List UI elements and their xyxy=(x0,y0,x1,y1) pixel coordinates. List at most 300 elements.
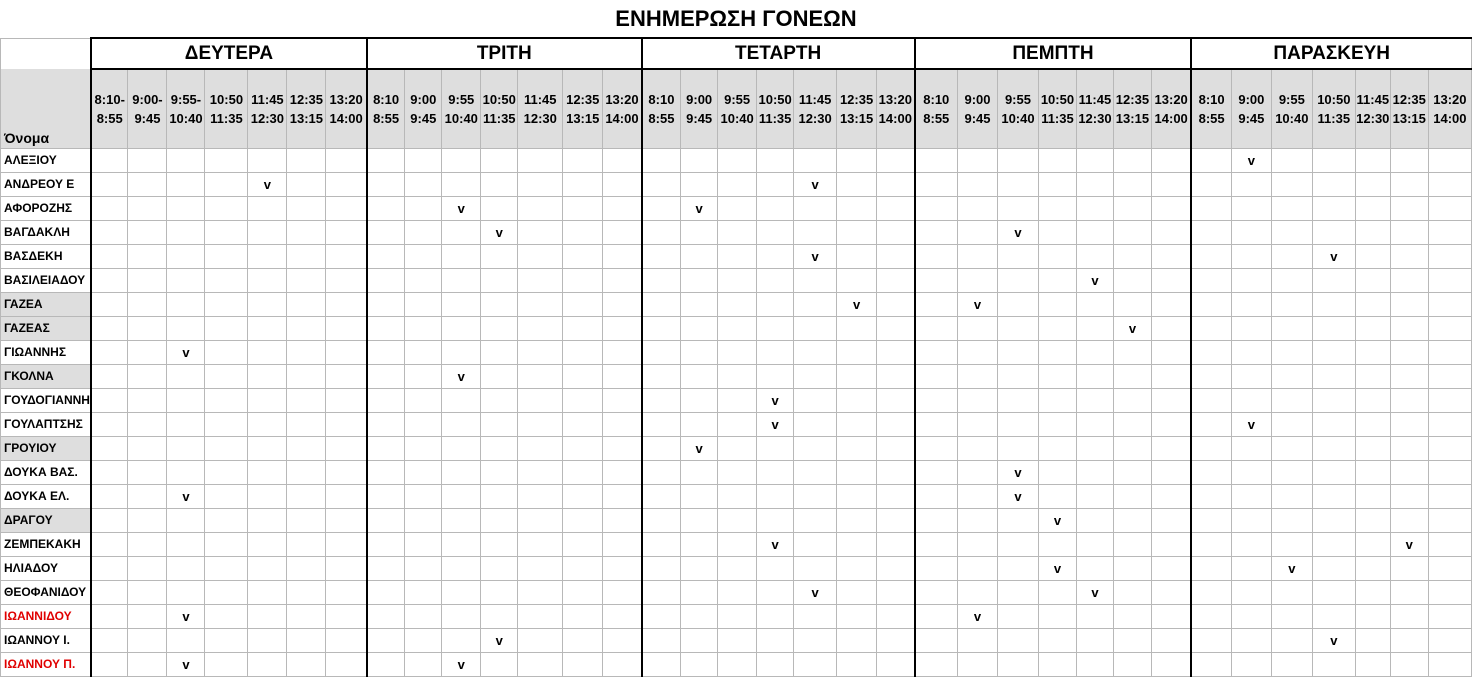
slot-cell[interactable] xyxy=(167,148,205,172)
time-slot-header[interactable] xyxy=(642,69,681,148)
slot-cell[interactable] xyxy=(481,268,518,292)
appointment-mark-cell[interactable]: v xyxy=(1038,508,1076,532)
slot-cell[interactable] xyxy=(205,580,248,604)
slot-cell[interactable] xyxy=(997,580,1038,604)
slot-cell[interactable] xyxy=(1231,508,1271,532)
slot-cell[interactable] xyxy=(915,292,958,316)
slot-cell[interactable] xyxy=(91,604,128,628)
appointment-mark-cell[interactable]: v xyxy=(442,364,481,388)
slot-cell[interactable] xyxy=(287,268,326,292)
slot-cell[interactable] xyxy=(518,148,563,172)
slot-cell[interactable] xyxy=(367,484,405,508)
slot-cell[interactable] xyxy=(1076,148,1113,172)
slot-cell[interactable] xyxy=(915,436,958,460)
slot-cell[interactable] xyxy=(958,436,998,460)
name-column-header[interactable]: Όνομα xyxy=(1,69,91,148)
slot-cell[interactable] xyxy=(1151,484,1191,508)
slot-cell[interactable] xyxy=(442,268,481,292)
slot-cell[interactable] xyxy=(603,604,642,628)
slot-cell[interactable] xyxy=(1355,460,1390,484)
appointment-mark-cell[interactable]: v xyxy=(958,604,998,628)
slot-cell[interactable] xyxy=(837,196,877,220)
slot-cell[interactable] xyxy=(128,364,167,388)
slot-cell[interactable] xyxy=(681,244,718,268)
slot-cell[interactable] xyxy=(794,652,837,676)
slot-cell[interactable] xyxy=(287,388,326,412)
slot-cell[interactable] xyxy=(1271,532,1312,556)
slot-cell[interactable] xyxy=(326,388,367,412)
slot-cell[interactable] xyxy=(128,604,167,628)
slot-cell[interactable] xyxy=(603,652,642,676)
slot-cell[interactable] xyxy=(1355,292,1390,316)
slot-cell[interactable] xyxy=(367,628,405,652)
slot-cell[interactable] xyxy=(718,388,757,412)
slot-cell[interactable] xyxy=(563,388,603,412)
slot-cell[interactable] xyxy=(642,508,681,532)
slot-cell[interactable] xyxy=(1355,196,1390,220)
slot-cell[interactable] xyxy=(1076,460,1113,484)
time-slot-header[interactable] xyxy=(681,69,718,148)
slot-cell[interactable] xyxy=(326,292,367,316)
slot-cell[interactable] xyxy=(205,532,248,556)
slot-cell[interactable] xyxy=(681,148,718,172)
slot-cell[interactable] xyxy=(603,196,642,220)
slot-cell[interactable] xyxy=(128,628,167,652)
student-name-cell[interactable]: ΙΩΑΝΝΙΔΟΥ xyxy=(1,604,91,628)
slot-cell[interactable] xyxy=(563,172,603,196)
slot-cell[interactable] xyxy=(326,412,367,436)
slot-cell[interactable] xyxy=(877,460,915,484)
slot-cell[interactable] xyxy=(1076,244,1113,268)
slot-cell[interactable] xyxy=(1355,364,1390,388)
slot-cell[interactable] xyxy=(1390,316,1428,340)
slot-cell[interactable] xyxy=(1312,172,1355,196)
slot-cell[interactable] xyxy=(1191,460,1231,484)
slot-cell[interactable] xyxy=(757,172,794,196)
slot-cell[interactable] xyxy=(915,388,958,412)
slot-cell[interactable] xyxy=(681,172,718,196)
slot-cell[interactable] xyxy=(1151,508,1191,532)
slot-cell[interactable] xyxy=(442,436,481,460)
slot-cell[interactable] xyxy=(167,292,205,316)
slot-cell[interactable] xyxy=(681,388,718,412)
slot-cell[interactable] xyxy=(718,172,757,196)
slot-cell[interactable] xyxy=(563,604,603,628)
slot-cell[interactable] xyxy=(1428,604,1471,628)
slot-cell[interactable] xyxy=(1038,244,1076,268)
slot-cell[interactable] xyxy=(1191,316,1231,340)
day-header[interactable]: ΔΕΥΤΕΡΑ xyxy=(91,38,367,69)
slot-cell[interactable] xyxy=(794,436,837,460)
slot-cell[interactable] xyxy=(718,148,757,172)
slot-cell[interactable] xyxy=(1231,364,1271,388)
slot-cell[interactable] xyxy=(1191,652,1231,676)
slot-cell[interactable] xyxy=(481,460,518,484)
slot-cell[interactable] xyxy=(481,580,518,604)
slot-cell[interactable] xyxy=(1151,220,1191,244)
slot-cell[interactable] xyxy=(1076,412,1113,436)
slot-cell[interactable] xyxy=(1038,340,1076,364)
slot-cell[interactable] xyxy=(1113,580,1151,604)
slot-cell[interactable] xyxy=(603,316,642,340)
student-name-cell[interactable]: ΓΙΩΑΝΝΗΣ xyxy=(1,340,91,364)
slot-cell[interactable] xyxy=(757,508,794,532)
slot-cell[interactable] xyxy=(794,388,837,412)
slot-cell[interactable] xyxy=(877,628,915,652)
slot-cell[interactable] xyxy=(1390,172,1428,196)
time-slot-header[interactable] xyxy=(603,69,642,148)
slot-cell[interactable] xyxy=(681,508,718,532)
slot-cell[interactable] xyxy=(91,532,128,556)
time-slot-header[interactable] xyxy=(1428,69,1471,148)
slot-cell[interactable] xyxy=(563,268,603,292)
appointment-mark-cell[interactable]: v xyxy=(167,652,205,676)
slot-cell[interactable] xyxy=(1271,244,1312,268)
slot-cell[interactable] xyxy=(681,556,718,580)
slot-cell[interactable] xyxy=(1076,316,1113,340)
slot-cell[interactable] xyxy=(287,292,326,316)
slot-cell[interactable] xyxy=(248,196,287,220)
slot-cell[interactable] xyxy=(915,316,958,340)
time-slot-header[interactable] xyxy=(915,69,958,148)
time-slot-header[interactable] xyxy=(167,69,205,148)
slot-cell[interactable] xyxy=(603,628,642,652)
slot-cell[interactable] xyxy=(794,316,837,340)
slot-cell[interactable] xyxy=(915,556,958,580)
slot-cell[interactable] xyxy=(405,340,442,364)
slot-cell[interactable] xyxy=(681,460,718,484)
slot-cell[interactable] xyxy=(405,196,442,220)
slot-cell[interactable] xyxy=(248,244,287,268)
slot-cell[interactable] xyxy=(128,556,167,580)
slot-cell[interactable] xyxy=(1312,220,1355,244)
slot-cell[interactable] xyxy=(91,172,128,196)
slot-cell[interactable] xyxy=(1038,316,1076,340)
slot-cell[interactable] xyxy=(442,532,481,556)
slot-cell[interactable] xyxy=(1312,148,1355,172)
slot-cell[interactable] xyxy=(518,580,563,604)
slot-cell[interactable] xyxy=(1355,580,1390,604)
slot-cell[interactable] xyxy=(1076,604,1113,628)
slot-cell[interactable] xyxy=(718,508,757,532)
slot-cell[interactable] xyxy=(1428,484,1471,508)
slot-cell[interactable] xyxy=(603,580,642,604)
slot-cell[interactable] xyxy=(167,436,205,460)
slot-cell[interactable] xyxy=(915,604,958,628)
slot-cell[interactable] xyxy=(128,580,167,604)
student-name-cell[interactable]: ΓΟΥΔΟΓΙΑΝΝΗ xyxy=(1,388,91,412)
slot-cell[interactable] xyxy=(1038,604,1076,628)
slot-cell[interactable] xyxy=(405,484,442,508)
slot-cell[interactable] xyxy=(91,364,128,388)
time-slot-header[interactable] xyxy=(91,69,128,148)
slot-cell[interactable] xyxy=(326,148,367,172)
slot-cell[interactable] xyxy=(1271,604,1312,628)
slot-cell[interactable] xyxy=(287,244,326,268)
slot-cell[interactable] xyxy=(997,652,1038,676)
slot-cell[interactable] xyxy=(1113,484,1151,508)
slot-cell[interactable] xyxy=(1151,652,1191,676)
slot-cell[interactable] xyxy=(481,244,518,268)
student-name-cell[interactable]: ΒΑΣΙΛΕΙΑΔΟΥ xyxy=(1,268,91,292)
slot-cell[interactable] xyxy=(1312,316,1355,340)
slot-cell[interactable] xyxy=(167,412,205,436)
slot-cell[interactable] xyxy=(481,292,518,316)
slot-cell[interactable] xyxy=(837,244,877,268)
appointment-mark-cell[interactable]: v xyxy=(997,220,1038,244)
slot-cell[interactable] xyxy=(837,172,877,196)
slot-cell[interactable] xyxy=(681,412,718,436)
student-name-cell[interactable]: ΘΕΟΦΑΝΙΔΟΥ xyxy=(1,580,91,604)
student-name-cell[interactable]: ΙΩΑΝΝΟΥ Ι. xyxy=(1,628,91,652)
slot-cell[interactable] xyxy=(326,268,367,292)
slot-cell[interactable] xyxy=(603,268,642,292)
slot-cell[interactable] xyxy=(642,148,681,172)
slot-cell[interactable] xyxy=(563,292,603,316)
slot-cell[interactable] xyxy=(367,244,405,268)
slot-cell[interactable] xyxy=(1113,148,1151,172)
slot-cell[interactable] xyxy=(326,508,367,532)
slot-cell[interactable] xyxy=(1151,340,1191,364)
slot-cell[interactable] xyxy=(603,340,642,364)
time-slot-header[interactable] xyxy=(367,69,405,148)
appointment-mark-cell[interactable]: v xyxy=(1231,412,1271,436)
slot-cell[interactable] xyxy=(603,412,642,436)
slot-cell[interactable] xyxy=(205,652,248,676)
slot-cell[interactable] xyxy=(1271,196,1312,220)
slot-cell[interactable] xyxy=(128,268,167,292)
slot-cell[interactable] xyxy=(518,292,563,316)
slot-cell[interactable] xyxy=(1390,412,1428,436)
time-slot-header[interactable] xyxy=(1355,69,1390,148)
slot-cell[interactable] xyxy=(837,316,877,340)
slot-cell[interactable] xyxy=(518,244,563,268)
slot-cell[interactable] xyxy=(1038,196,1076,220)
slot-cell[interactable] xyxy=(718,268,757,292)
slot-cell[interactable] xyxy=(563,412,603,436)
slot-cell[interactable] xyxy=(837,268,877,292)
slot-cell[interactable] xyxy=(1151,532,1191,556)
slot-cell[interactable] xyxy=(681,532,718,556)
slot-cell[interactable] xyxy=(915,412,958,436)
slot-cell[interactable] xyxy=(997,364,1038,388)
slot-cell[interactable] xyxy=(1355,484,1390,508)
slot-cell[interactable] xyxy=(248,388,287,412)
slot-cell[interactable] xyxy=(1428,244,1471,268)
slot-cell[interactable] xyxy=(1271,460,1312,484)
slot-cell[interactable] xyxy=(1271,316,1312,340)
slot-cell[interactable] xyxy=(997,628,1038,652)
slot-cell[interactable] xyxy=(1038,436,1076,460)
slot-cell[interactable] xyxy=(326,532,367,556)
slot-cell[interactable] xyxy=(1076,340,1113,364)
slot-cell[interactable] xyxy=(1191,436,1231,460)
slot-cell[interactable] xyxy=(837,484,877,508)
slot-cell[interactable] xyxy=(128,220,167,244)
slot-cell[interactable] xyxy=(1271,148,1312,172)
slot-cell[interactable] xyxy=(1151,628,1191,652)
slot-cell[interactable] xyxy=(1113,604,1151,628)
slot-cell[interactable] xyxy=(128,172,167,196)
slot-cell[interactable] xyxy=(1390,292,1428,316)
slot-cell[interactable] xyxy=(563,244,603,268)
slot-cell[interactable] xyxy=(603,388,642,412)
slot-cell[interactable] xyxy=(794,340,837,364)
slot-cell[interactable] xyxy=(997,196,1038,220)
slot-cell[interactable] xyxy=(958,556,998,580)
slot-cell[interactable] xyxy=(1151,196,1191,220)
slot-cell[interactable] xyxy=(958,172,998,196)
slot-cell[interactable] xyxy=(1076,196,1113,220)
slot-cell[interactable] xyxy=(757,364,794,388)
slot-cell[interactable] xyxy=(518,460,563,484)
slot-cell[interactable] xyxy=(757,340,794,364)
slot-cell[interactable] xyxy=(1390,364,1428,388)
slot-cell[interactable] xyxy=(915,628,958,652)
slot-cell[interactable] xyxy=(563,220,603,244)
slot-cell[interactable] xyxy=(642,436,681,460)
slot-cell[interactable] xyxy=(91,412,128,436)
slot-cell[interactable] xyxy=(794,268,837,292)
slot-cell[interactable] xyxy=(405,316,442,340)
slot-cell[interactable] xyxy=(287,580,326,604)
slot-cell[interactable] xyxy=(405,244,442,268)
slot-cell[interactable] xyxy=(91,388,128,412)
slot-cell[interactable] xyxy=(167,388,205,412)
slot-cell[interactable] xyxy=(442,580,481,604)
slot-cell[interactable] xyxy=(248,268,287,292)
slot-cell[interactable] xyxy=(794,556,837,580)
slot-cell[interactable] xyxy=(1312,508,1355,532)
slot-cell[interactable] xyxy=(1231,436,1271,460)
slot-cell[interactable] xyxy=(603,436,642,460)
slot-cell[interactable] xyxy=(915,580,958,604)
time-slot-header[interactable] xyxy=(518,69,563,148)
slot-cell[interactable] xyxy=(718,292,757,316)
slot-cell[interactable] xyxy=(1151,436,1191,460)
slot-cell[interactable] xyxy=(91,196,128,220)
slot-cell[interactable] xyxy=(167,580,205,604)
slot-cell[interactable] xyxy=(1312,604,1355,628)
slot-cell[interactable] xyxy=(1231,196,1271,220)
slot-cell[interactable] xyxy=(205,436,248,460)
slot-cell[interactable] xyxy=(563,556,603,580)
slot-cell[interactable] xyxy=(91,244,128,268)
slot-cell[interactable] xyxy=(1191,268,1231,292)
slot-cell[interactable] xyxy=(1355,148,1390,172)
slot-cell[interactable] xyxy=(958,148,998,172)
slot-cell[interactable] xyxy=(518,532,563,556)
slot-cell[interactable] xyxy=(442,508,481,532)
slot-cell[interactable] xyxy=(205,604,248,628)
slot-cell[interactable] xyxy=(877,244,915,268)
appointment-mark-cell[interactable]: v xyxy=(794,580,837,604)
slot-cell[interactable] xyxy=(837,508,877,532)
slot-cell[interactable] xyxy=(1355,316,1390,340)
slot-cell[interactable] xyxy=(1113,388,1151,412)
slot-cell[interactable] xyxy=(718,340,757,364)
slot-cell[interactable] xyxy=(757,604,794,628)
slot-cell[interactable] xyxy=(1271,364,1312,388)
slot-cell[interactable] xyxy=(958,220,998,244)
slot-cell[interactable] xyxy=(642,244,681,268)
slot-cell[interactable] xyxy=(1076,292,1113,316)
slot-cell[interactable] xyxy=(757,652,794,676)
slot-cell[interactable] xyxy=(877,436,915,460)
slot-cell[interactable] xyxy=(1191,412,1231,436)
slot-cell[interactable] xyxy=(718,412,757,436)
slot-cell[interactable] xyxy=(1271,412,1312,436)
slot-cell[interactable] xyxy=(326,364,367,388)
slot-cell[interactable] xyxy=(205,508,248,532)
slot-cell[interactable] xyxy=(1191,556,1231,580)
slot-cell[interactable] xyxy=(1191,196,1231,220)
slot-cell[interactable] xyxy=(326,580,367,604)
slot-cell[interactable] xyxy=(1191,388,1231,412)
slot-cell[interactable] xyxy=(681,292,718,316)
slot-cell[interactable] xyxy=(167,364,205,388)
slot-cell[interactable] xyxy=(997,340,1038,364)
slot-cell[interactable] xyxy=(1390,436,1428,460)
slot-cell[interactable] xyxy=(1428,172,1471,196)
slot-cell[interactable] xyxy=(837,556,877,580)
slot-cell[interactable] xyxy=(128,532,167,556)
slot-cell[interactable] xyxy=(248,292,287,316)
appointment-mark-cell[interactable]: v xyxy=(1390,532,1428,556)
slot-cell[interactable] xyxy=(287,484,326,508)
slot-cell[interactable] xyxy=(1428,460,1471,484)
slot-cell[interactable] xyxy=(718,628,757,652)
slot-cell[interactable] xyxy=(877,532,915,556)
slot-cell[interactable] xyxy=(1390,460,1428,484)
slot-cell[interactable] xyxy=(518,268,563,292)
slot-cell[interactable] xyxy=(958,340,998,364)
slot-cell[interactable] xyxy=(642,580,681,604)
slot-cell[interactable] xyxy=(603,364,642,388)
slot-cell[interactable] xyxy=(1151,148,1191,172)
time-slot-header[interactable] xyxy=(1390,69,1428,148)
slot-cell[interactable] xyxy=(1231,580,1271,604)
slot-cell[interactable] xyxy=(681,604,718,628)
appointment-mark-cell[interactable]: v xyxy=(958,292,998,316)
slot-cell[interactable] xyxy=(167,220,205,244)
slot-cell[interactable] xyxy=(1151,556,1191,580)
slot-cell[interactable] xyxy=(91,340,128,364)
slot-cell[interactable] xyxy=(1191,364,1231,388)
slot-cell[interactable] xyxy=(837,220,877,244)
slot-cell[interactable] xyxy=(877,196,915,220)
slot-cell[interactable] xyxy=(642,316,681,340)
student-name-cell[interactable]: ΔΟΥΚΑ ΕΛ. xyxy=(1,484,91,508)
slot-cell[interactable] xyxy=(997,244,1038,268)
slot-cell[interactable] xyxy=(915,268,958,292)
slot-cell[interactable] xyxy=(481,196,518,220)
slot-cell[interactable] xyxy=(248,532,287,556)
slot-cell[interactable] xyxy=(287,340,326,364)
slot-cell[interactable] xyxy=(248,364,287,388)
slot-cell[interactable] xyxy=(367,340,405,364)
slot-cell[interactable] xyxy=(326,484,367,508)
slot-cell[interactable] xyxy=(442,604,481,628)
slot-cell[interactable] xyxy=(681,364,718,388)
slot-cell[interactable] xyxy=(1191,220,1231,244)
slot-cell[interactable] xyxy=(326,460,367,484)
student-name-cell[interactable]: ΑΝΔΡΕΟΥ Ε xyxy=(1,172,91,196)
slot-cell[interactable] xyxy=(757,292,794,316)
slot-cell[interactable] xyxy=(1113,196,1151,220)
slot-cell[interactable] xyxy=(794,604,837,628)
slot-cell[interactable] xyxy=(563,628,603,652)
